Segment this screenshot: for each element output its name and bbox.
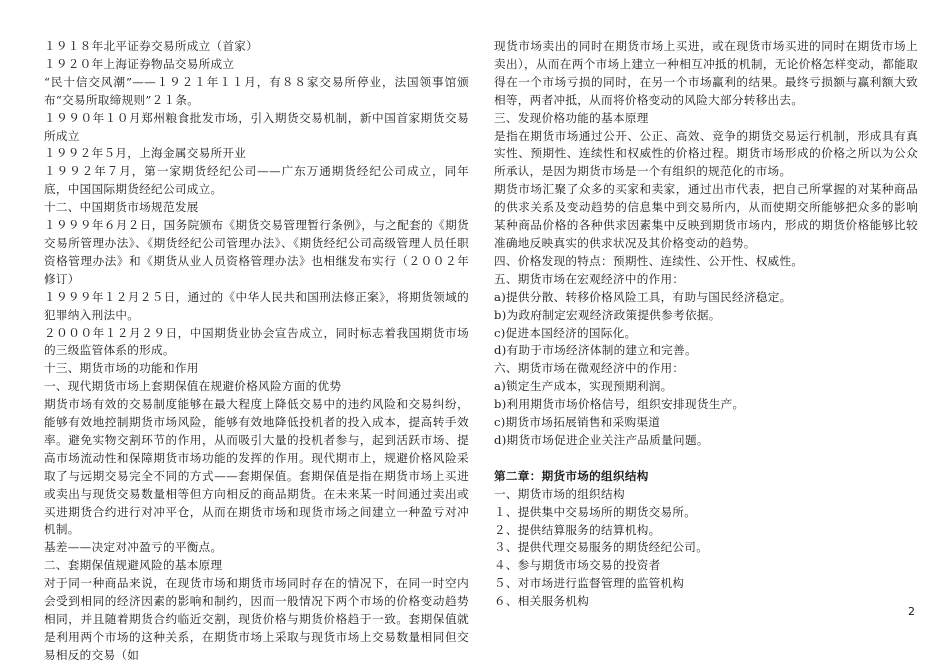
subsection-heading-5: 五、期货市场在宏观经济中的作用： xyxy=(494,271,685,286)
paragraph-hedging-advantages: 期货市场有效的交易制度能够在最大程度上降低交易中的违约风险和交易纠纷，能够有效地控制期货市场风险，能够有效地降低投机者的投入成本，提高转手效率。避免实物交割环节的作用，从而吸引大量的投机者参与，起到活跃市场、提高市场流动性和保障期货市场功能的发挥的作用。现代期市上，规避价格风险采取了与远期交易完全不同的方式——套期保值。套期保值是指在期货市场上买进或卖出与现货交易数量相等但方向相反的商品期货。在未来某一时间通过卖出或买进期货合约进行对冲平仓，从而在期货市场和现货市场之间建立一种盈亏对冲机制。 xyxy=(44,397,469,537)
left-column xyxy=(44,38,469,665)
chapter-subheading: 一、期货市场的组织结构 xyxy=(494,486,625,501)
list-item-micro-d: d)期货市场促进企业关注产品质量问题。 xyxy=(494,432,709,447)
subsection-heading-3: 三、发现价格功能的基本原理 xyxy=(494,110,649,125)
section-heading-12: 十二、中国期货市场规范发展 xyxy=(44,200,199,215)
list-item-org-2: ２、提供结算服务的结算机构。 xyxy=(494,522,661,537)
right-column xyxy=(494,38,918,611)
paragraph-1918: １９１８年北平证券交易所成立（首家） xyxy=(44,39,259,53)
paragraph-1992-jul: １９９２年７月，第一家期货经纪公司——广东万通期货经纪公司成立，同年底，中国国际期货经纪公司成立。 xyxy=(44,164,469,197)
paragraph-1992-may: １９９２年５月，上海金属交易所开业 xyxy=(44,146,247,161)
list-item-org-5: ５、对市场进行监督管理的监管机构 xyxy=(494,576,685,591)
paragraph-hedging-continued: 现货市场卖出的同时在期货市场上买进，或在现货市场买进的同时在期货市场上卖出），从而在两个市场上建立一种相互冲抵的机制，无论价格怎样变动，都能取得在一个市场亏损的同时，在另一个市场赢利的结果。最终亏损额与赢利额大致相等，两者冲抵，从而将价格变动的风险大部分转移出去。 xyxy=(494,39,918,107)
paragraph-hedging-principle: 对于同一种商品来说，在现货市场和期货市场同时存在的情况下，在同一时空内会受到相同的经济因素的影响和制约，因而一般情况下两个市场的价格变动趋势相同，并且随着期货合约临近交割，现货价格与期货价格趋于一致。套期保值就是利用两个市场的这种关系，在期货市场上采取与现货市场上交易数量相同但交易相反的交易（如 xyxy=(44,576,469,662)
paragraph-price-discovery: 是指在期货市场通过公开、公正、高效、竞争的期货交易运行机制，形成具有真实性、预期性、连续性和权威性的价格过程。期货市场形成的价格之所以为公众所承认，是因为期货市场是一个有组织的规范化的市场。 xyxy=(494,128,918,179)
subsection-heading-6: 六、期货市场在微观经济中的作用： xyxy=(494,361,685,376)
paragraph-1999-jun: １９９９年６月２日，国务院颁布《期货交易管理暂行条例》，与之配套的《期货交易所管理办法》、《期货经纪公司管理办法》、《期货经纪公司高级管理人员任职资格管理办法》和《期货从业人员资格管理办法》也相继发布实行（２００２年修订） xyxy=(44,218,469,286)
subsection-heading-4: 四、价格发现的特点：预期性、连续性、公开性、权威性。 xyxy=(494,253,804,268)
list-item-micro-b: b)利用期货市场价格信号，组织安排现货生产。 xyxy=(494,397,745,412)
paragraph-market-participants: 期货市场汇聚了众多的买家和卖家，通过出市代表，把自己所掌握的对某种商品的供求关系及变动趋势的信息集中到交易所内，从而使期交所能够把众多的影响某种商品价格的各种供求因素集中反映到期货市场内，形成的期货价格能够比较准确地反映真实的供求状况及其价格变动的趋势。 xyxy=(494,182,918,250)
list-item-org-4: ４、参与期货市场交易的投资者 xyxy=(494,558,661,573)
list-item-macro-c: c)促进本国经济的国际化。 xyxy=(494,325,637,340)
paragraph-1990: １９９０年１０月郑州粮食批发市场，引入期货交易机制，新中国首家期货交易所成立 xyxy=(44,110,469,143)
list-item-micro-c: c)期货市场拓展销售和采购渠道 xyxy=(494,415,661,430)
list-item-macro-b: b)为政府制定宏观经济政策提供参考依据。 xyxy=(494,307,721,322)
chapter-heading: 第二章：期货市场的组织结构 xyxy=(494,468,649,483)
subsection-heading-2: 二、套期保值规避风险的基本原理 xyxy=(44,558,223,573)
paragraph-2000: ２０００年１２月２９日，中国期货业协会宣告成立，同时标志着我国期货市场的三级监管体系的形成。 xyxy=(44,325,469,358)
section-heading-13: 十三、期货市场的功能和作用 xyxy=(44,361,199,376)
paragraph-1921: “民十信交风潮”——１９２１年１１月，有８８家交易所停业，法国领事馆颁布“交易所取缔规则”２１条。 xyxy=(44,74,469,107)
list-item-macro-d: d)有助于市场经济体制的建立和完善。 xyxy=(494,343,697,358)
list-item-micro-a: a)锁定生产成本，实现预期利润。 xyxy=(494,379,673,394)
list-item-macro-a: a)提供分散、转移价格风险工具，有助与国民经济稳定。 xyxy=(494,289,792,304)
paragraph-basis: 基差——决定对冲盈亏的平衡点。 xyxy=(44,540,223,555)
list-item-org-1: １、提供集中交易场所的期货交易所。 xyxy=(494,504,697,519)
list-item-org-3: ３、提供代理交易服务的期货经纪公司。 xyxy=(494,540,709,555)
subsection-heading-1: 一、现代期货市场上套期保值在规避价格风险方面的优势 xyxy=(44,379,342,394)
paragraph-1999-dec: １９９９年１２月２５日，通过的《中华人民共和国刑法修正案》，将期货领域的犯罪纳入刑法中。 xyxy=(44,289,469,322)
paragraph-1920: １９２０年上海证券物品交易所成立 xyxy=(44,56,235,71)
page-number: 2 xyxy=(908,605,915,618)
list-item-org-6: ６、相关服务机构 xyxy=(494,594,590,609)
